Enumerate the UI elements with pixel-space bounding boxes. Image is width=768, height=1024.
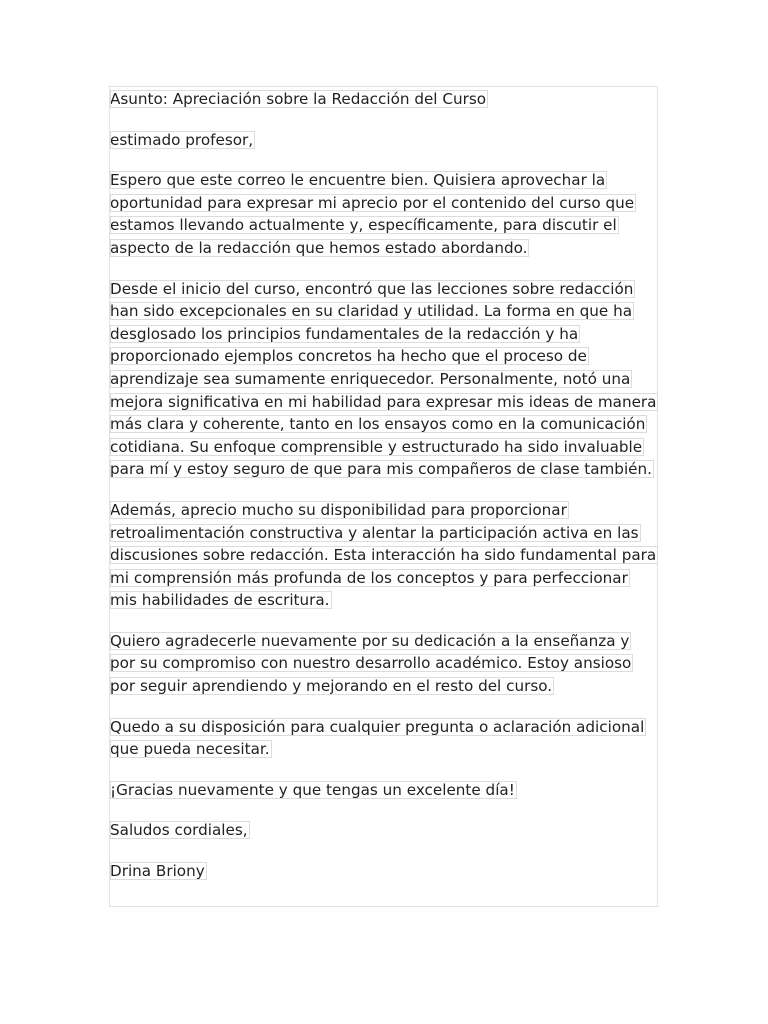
text-line: mis habilidades de escritura. xyxy=(110,591,330,610)
text-line: estamos llevando actualmente y, específicamente, para discutir el xyxy=(110,216,617,235)
paragraph-4 xyxy=(110,630,658,698)
subject-line xyxy=(110,88,658,111)
text-line: proporcionado ejemplos concretos ha hecho que el proceso de xyxy=(110,347,587,366)
text-line: oportunidad para expresar mi aprecio por el contenido del curso que xyxy=(110,193,635,212)
text-line: mi comprensión más profunda de los conceptos y para perfeccionar xyxy=(110,568,628,587)
signature-text: Drina Briony xyxy=(110,862,205,881)
text-line: han sido excepcionales en su claridad y utilidad. La forma en que ha xyxy=(110,302,633,321)
letter-body xyxy=(110,88,658,901)
text-line: Además, aprecio mucho su disponibilidad para proporcionar xyxy=(110,500,567,519)
closing-line xyxy=(110,819,658,842)
greeting-text: estimado profesor, xyxy=(110,130,254,149)
text-line: discusiones sobre redacción. Esta interacción ha sido fundamental para xyxy=(110,546,657,565)
text-line: mejora significativa en mi habilidad para expresar mis ideas de manera xyxy=(110,392,657,411)
subject-text: Asunto: Apreciación sobre la Redacción del Curso xyxy=(110,90,487,108)
paragraph-2 xyxy=(110,278,658,481)
text-line: cotidiana. Su enfoque comprensible y estructurado ha sido invaluable xyxy=(110,437,643,456)
closing-text: Saludos cordiales, xyxy=(110,821,248,840)
text-line: aprendizaje sea sumamente enriquecedor. Personalmente, notó una xyxy=(110,369,631,388)
text-line: Espero que este correo le encuentre bien. Quisiera aprovechar la xyxy=(110,171,606,190)
thanks-line xyxy=(110,779,658,802)
text-line: más clara y coherente, tanto en los ensayos como en la comunicación xyxy=(110,415,646,434)
text-line: Quiero agradecerle nuevamente por su dedicación a la enseñanza y xyxy=(110,631,630,650)
signature-line xyxy=(110,860,658,883)
text-line: Desde el inicio del curso, encontró que las lecciones sobre redacción xyxy=(110,279,634,298)
text-line: desglosado los principios fundamentales de la redacción y ha xyxy=(110,324,579,343)
greeting-line xyxy=(110,129,658,152)
text-line: por su compromiso con nuestro desarrollo académico. Estoy ansioso xyxy=(110,654,632,673)
paragraph-5 xyxy=(110,716,658,761)
text-line: aspecto de la redacción que hemos estado abordando. xyxy=(110,238,528,257)
thanks-text: ¡Gracias nuevamente y que tengas un excelente día! xyxy=(110,780,515,799)
paragraph-3 xyxy=(110,499,658,612)
text-line: retroalimentación constructiva y alentar la participación activa en las xyxy=(110,523,639,542)
text-line: por seguir aprendiendo y mejorando en el resto del curso. xyxy=(110,677,553,696)
text-line: Quedo a su disposición para cualquier pregunta o aclaración adicional xyxy=(110,717,645,736)
paragraph-1 xyxy=(110,169,658,259)
text-line: que pueda necesitar. xyxy=(110,740,270,759)
text-line: para mí y estoy seguro de que para mis compañeros de clase también. xyxy=(110,460,652,479)
